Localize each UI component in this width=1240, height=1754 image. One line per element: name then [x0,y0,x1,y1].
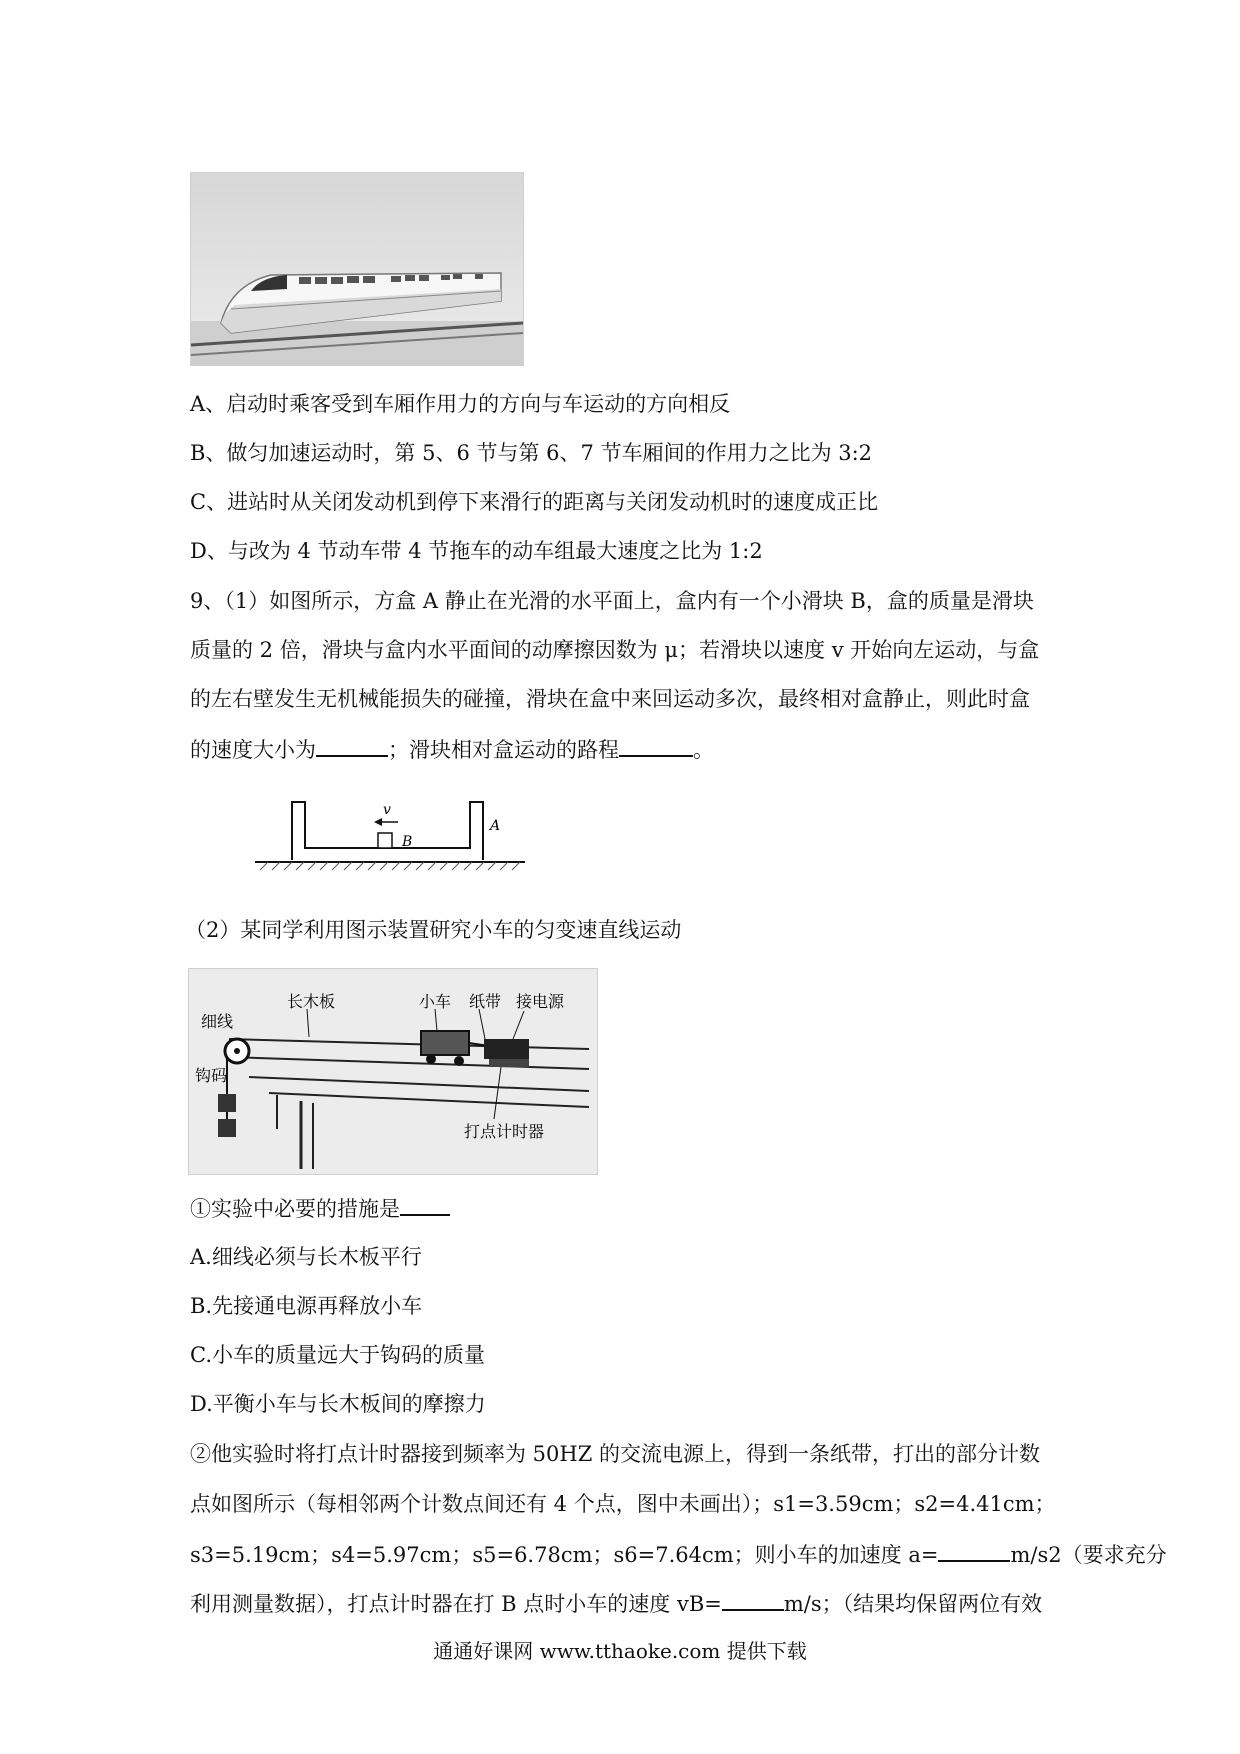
q9-line-4-text-c: 。 [693,738,714,762]
label-tape: 纸带 [469,992,502,1011]
answer-blank-velocity-b[interactable] [722,1589,784,1611]
box-slider-diagram [250,790,530,880]
velocity-label: v [383,802,391,818]
q2-line-3-text-b: m/s2（要求充分 [1010,1543,1167,1567]
q2-line-4-text-b: m/s；（结果均保留两位有效 [783,1592,1043,1616]
q9-part2-q2-line-2: 点如图所示（每相邻两个计数点间还有 4 个点，图中未画出）；s1=3.59cm；s2=4.41cm； [190,1492,1056,1516]
q9-part2-q2-line-3 [190,1540,1167,1569]
answer-blank-path-length[interactable] [619,735,693,757]
q9-part2-q1 [190,1194,450,1223]
q1-stem: ①实验中必要的措施是 [190,1197,400,1221]
choice-d: D.平衡小车与长木板间的摩擦力 [190,1392,486,1416]
q9-line-4-text-a: 的速度大小为 [190,738,316,762]
option-b: B、做匀加速运动时，第 5、6 节与第 6、7 节车厢间的作用力之比为 3:2 [190,441,873,465]
label-power: 接电源 [516,992,565,1011]
choice-b: B.先接通电源再释放小车 [190,1294,423,1318]
option-a: A、启动时乘客受到车厢作用力的方向与车运动的方向相反 [190,392,731,416]
q9-line-1: 9、（1）如图所示，方盒 A 静止在光滑的水平面上，盒内有一个小滑块 B，盒的质量是滑块 [190,589,1034,613]
q9-line-2: 质量的 2 倍，滑块与盒内水平面间的动摩擦因数为 μ；若滑块以速度 v 开始向左运动，与盒 [190,638,1040,662]
answer-blank-box-speed[interactable] [316,735,388,757]
option-c: C、进站时从关闭发动机到停下来滑行的距离与关闭发动机时的速度成正比 [190,490,879,514]
box-a-label: A [490,818,501,834]
q2-line-4-text-a: 利用测量数据），打点计时器在打 B 点时小车的速度 vB= [190,1592,722,1616]
label-thread: 细线 [201,1012,234,1031]
q2-line-3-text-a: s3=5.19cm；s4=5.97cm；s5=6.78cm；s6=7.64cm；则小车的加速度 a= [190,1543,939,1567]
label-cart: 小车 [419,992,452,1011]
label-long-board: 长木板 [287,992,336,1011]
q9-line-4-text-b: ；滑块相对盒运动的路程 [388,738,619,762]
label-timer: 打点计时器 [464,1122,545,1141]
q9-line-3: 的左右壁发生无机械能损失的碰撞，滑块在盒中来回运动多次，最终相对盒静止，则此时盒 [190,687,1030,711]
train-photo [190,172,524,366]
apparatus-photo [188,968,598,1175]
q9-line-4 [190,735,714,764]
option-d: D、与改为 4 节动车带 4 节拖车的动车组最大速度之比为 1:2 [190,539,763,563]
answer-blank-acceleration[interactable] [938,1540,1010,1562]
q9-part2-q2-line-1: ②他实验时将打点计时器接到频率为 50HZ 的交流电源上，得到一条纸带，打出的部分计数 [190,1442,1040,1466]
q9-part2-q2-line-4 [190,1589,1042,1618]
answer-blank-measures[interactable] [400,1194,450,1216]
block-b-label: B [402,834,413,850]
q9-part2-intro: （2）某同学利用图示装置研究小车的匀变速直线运动 [185,918,682,942]
page-footer: 通通好课网 www.tthaoke.com 提供下载 [433,1639,807,1663]
choice-a: A.细线必须与长木板平行 [190,1245,422,1269]
choice-c: C.小车的质量远大于钩码的质量 [190,1343,485,1367]
slider-block-b [378,833,392,848]
label-weights: 钩码 [195,1066,228,1085]
